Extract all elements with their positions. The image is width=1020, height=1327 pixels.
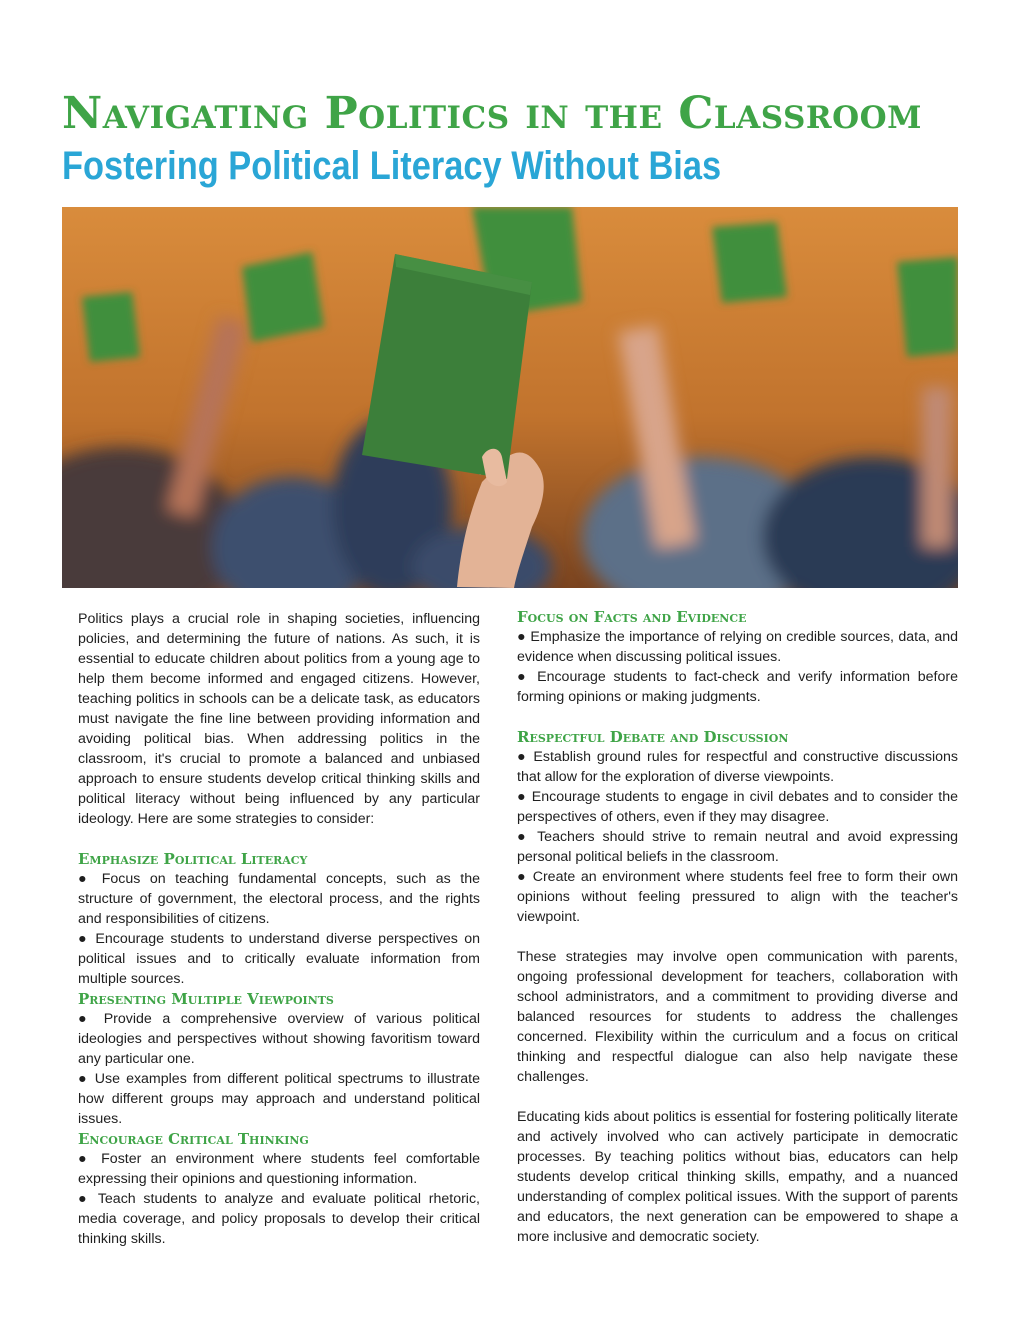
bullet-item: ● Encourage students to fact-check and verify information before forming opinions or making judgments. (517, 669, 958, 705)
bullet-item: ● Provide a comprehensive overview of various political ideologies and perspectives without showing favoritism toward any particular one. (78, 1011, 480, 1067)
bullet-item: ● Encourage students to understand diverse perspectives on political issues and to critically evaluate information from multiple sources. (78, 931, 480, 987)
section-heading: Presenting Multiple Viewpoints (78, 990, 334, 1008)
intro-paragraph: Politics plays a crucial role in shaping societies, influencing policies, and determining the future of nations. As such, it is essential to educate children about politics from a young age to help them become informed and engaged citizens. However, teaching politics in schools can be a delicate task, as educators must navigate the fine line between providing information and avoiding political bias. When addressing politics in the classroom, it's crucial to promote a balanced and unbiased approach to ensure students develop critical thinking skills and political literacy without being influenced by any particular ideology. Here are some strategies to consider: (78, 611, 480, 827)
raised-green-voting-cards-photo-icon (62, 207, 958, 588)
section-heading: Focus on Facts and Evidence (517, 608, 747, 626)
hero-photo (62, 207, 958, 588)
page-title: Navigating Politics in the Classroom (62, 88, 922, 139)
closing-paragraph: Educating kids about politics is essential for fostering politically literate and actively involved who can actively participate in democratic processes. By teaching politics without bias, educators can help students develop critical thinking skills, empathy, and a nuanced understanding of complex political issues. With the support of parents and educators, the next generation can be empowered to shape a more inclusive and democratic society. (517, 1109, 958, 1245)
bullet-item: ● Teachers should strive to remain neutral and avoid expressing personal political beliefs in the classroom. (517, 829, 958, 865)
bullet-item: ● Establish ground rules for respectful and constructive discussions that allow for the exploration of diverse viewpoints. (517, 749, 958, 785)
bullet-item: ● Create an environment where students feel free to form their own opinions without feeling pressured to align with the teacher's viewpoint. (517, 869, 958, 925)
right-column (517, 607, 958, 1247)
bullet-item: ● Use examples from different political spectrums to illustrate how different groups may approach and understand political issues. (78, 1071, 480, 1127)
bullet-item: ● Teach students to analyze and evaluate political rhetoric, media coverage, and policy proposals to develop their critical thinking skills. (78, 1191, 480, 1247)
closing-paragraph: These strategies may involve open communication with parents, ongoing professional development for teachers, collaboration with school administrators, and a commitment to providing diverse and balanced resources for students to address the challenges concerned. Flexibility within the curriculum and a focus on critical thinking and respectful dialogue can also help navigate these challenges. (517, 949, 958, 1085)
bullet-item: ● Focus on teaching fundamental concepts, such as the structure of government, the electoral process, and the rights and responsibilities of citizens. (78, 871, 480, 927)
left-column (78, 609, 480, 1249)
bullet-item: ● Emphasize the importance of relying on credible sources, data, and evidence when discussing political issues. (517, 629, 958, 665)
section-heading: Encourage Critical Thinking (78, 1130, 309, 1148)
bullet-item: ● Foster an environment where students feel comfortable expressing their opinions and questioning information. (78, 1151, 480, 1187)
bullet-item: ● Encourage students to engage in civil debates and to consider the perspectives of others, even if they may disagree. (517, 789, 958, 825)
page-subtitle: Fostering Political Literacy Without Bias (62, 144, 722, 188)
section-heading: Respectful Debate and Discussion (517, 728, 789, 746)
section-heading: Emphasize Political Literacy (78, 850, 308, 868)
